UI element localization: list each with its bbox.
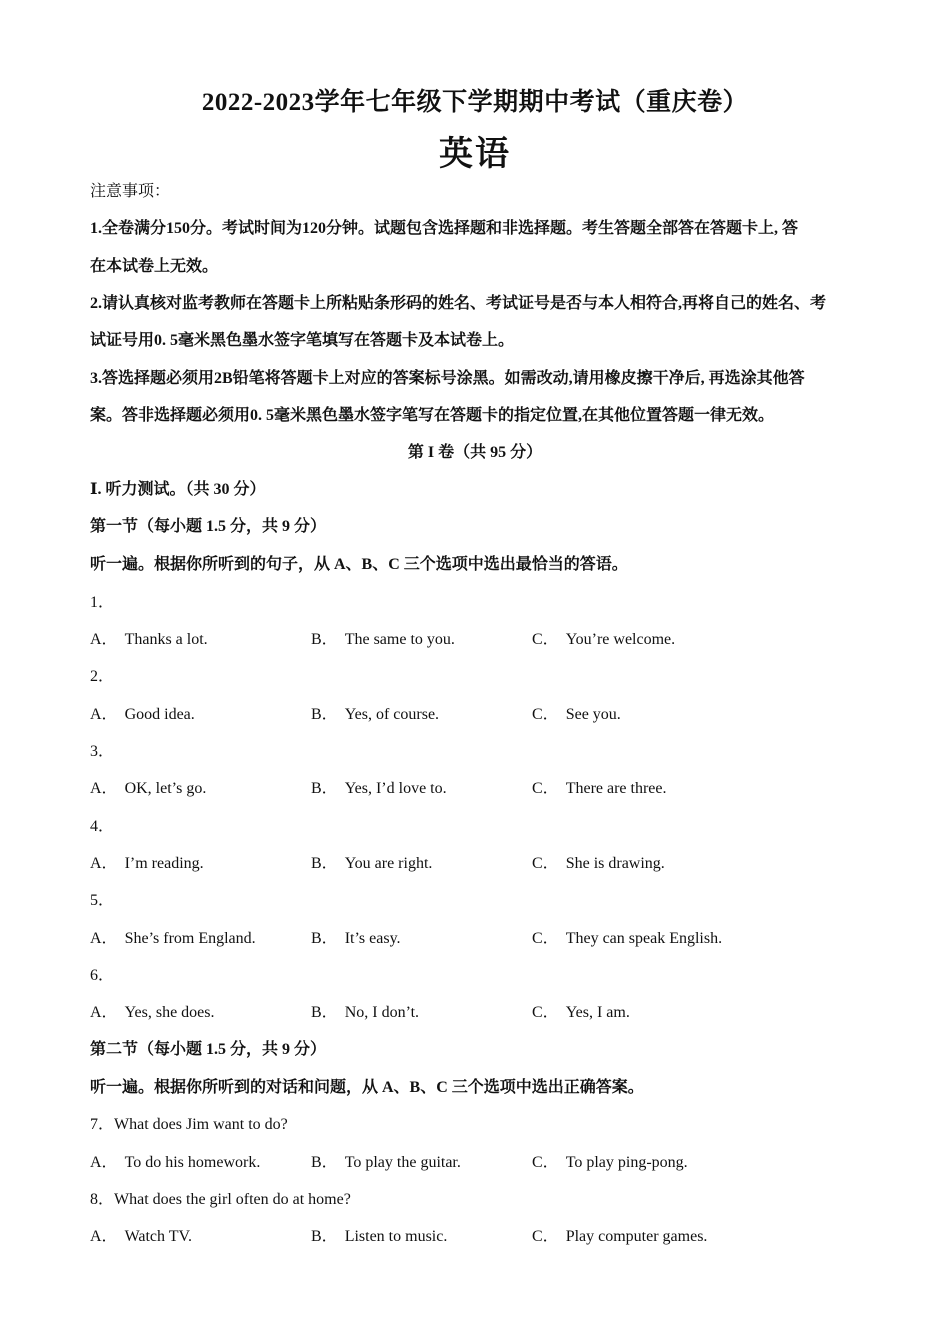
section-2-heading: 第二节（每小题 1.5 分，共 9 分） bbox=[90, 1041, 327, 1058]
option-b: B． Listen to music. bbox=[311, 1228, 448, 1245]
option-b: B． You are right. bbox=[311, 855, 433, 872]
option-c: C． To play ping-pong. bbox=[532, 1154, 688, 1171]
question-7 bbox=[90, 1114, 870, 1136]
option-c: C． See you. bbox=[532, 706, 621, 723]
exam-title: 2022-2023学年七年级下学期期中考试（重庆卷） bbox=[201, 89, 749, 116]
part-heading: Ⅰ. 听力测试。（共 30 分） bbox=[90, 481, 266, 498]
option-b: B． Yes, of course. bbox=[311, 706, 440, 723]
notes-heading: 注意事项： bbox=[90, 183, 171, 200]
option-a: A． Good idea. bbox=[90, 706, 195, 723]
option-a: A． Thanks a lot. bbox=[90, 631, 208, 648]
section-1-instruction: 听一遍。根据你所听到的句子，从 A、B、C 三个选项中选出最恰当的答语。 bbox=[90, 556, 628, 573]
subject-title: 英语 bbox=[439, 136, 511, 173]
question-8 bbox=[90, 1189, 870, 1211]
note-3-line-1: 3.答选择题必须用2B铅笔将答题卡上对应的答案标号涂黑。如需改动,请用橡皮擦干净后, 再选涂其他答 bbox=[90, 370, 805, 387]
option-a: A． To do his homework. bbox=[90, 1154, 261, 1171]
note-3-line-2: 案。答非选择题必须用0. 5毫米黑色墨水签字笔写在答题卡的指定位置,在其他位置答题一律无效。 bbox=[90, 407, 775, 424]
option-b: B． To play the guitar. bbox=[311, 1154, 461, 1171]
option-a: A． Yes, she does. bbox=[90, 1004, 215, 1021]
question-number: 5． bbox=[90, 892, 115, 909]
option-b: B． Yes, I’d love to. bbox=[311, 780, 447, 797]
option-c: C． You’re welcome. bbox=[532, 631, 676, 648]
note-1-line-2: 在本试卷上无效。 bbox=[90, 258, 219, 275]
option-b: B． It’s easy. bbox=[311, 930, 401, 947]
option-c: C． They can speak English. bbox=[532, 930, 723, 947]
question-number: 4． bbox=[90, 818, 115, 835]
section-1-heading: 第一节（每小题 1.5 分，共 9 分） bbox=[90, 518, 327, 535]
question-number: 6． bbox=[90, 967, 115, 984]
option-a: A． She’s from England. bbox=[90, 930, 256, 947]
note-2-line-1: 2.请认真核对监考教师在答题卡上所粘贴条形码的姓名、考试证号是否与本人相符合,再将自己的姓名、考 bbox=[90, 295, 827, 312]
option-c: C． Play computer games. bbox=[532, 1228, 708, 1245]
note-1-line-1: 1.全卷满分150分。考试时间为120分钟。试题包含选择题和非选择题。考生答题全部答在答题卡上, 答 bbox=[90, 220, 799, 237]
volume-heading: 第 I 卷（共 95 分） bbox=[407, 444, 543, 461]
option-a: A． OK, let’s go. bbox=[90, 780, 207, 797]
question-text: What does the girl often do at home? bbox=[114, 1191, 351, 1208]
option-a: A． I’m reading. bbox=[90, 855, 204, 872]
option-c: C． Yes, I am. bbox=[532, 1004, 630, 1021]
option-b: B． The same to you. bbox=[311, 631, 455, 648]
note-2-line-2: 试证号用0. 5毫米黑色墨水签字笔填写在答题卡及本试卷上。 bbox=[90, 332, 515, 349]
option-c: C． There are three. bbox=[532, 780, 667, 797]
question-number: 7． bbox=[90, 1116, 115, 1133]
section-2-instruction: 听一遍。根据你所听到的对话和问题，从 A、B、C 三个选项中选出正确答案。 bbox=[90, 1079, 644, 1096]
option-c: C． She is drawing. bbox=[532, 855, 665, 872]
question-number: 8． bbox=[90, 1191, 115, 1208]
question-text: What does Jim want to do? bbox=[114, 1116, 288, 1133]
question-number: 2． bbox=[90, 668, 115, 685]
question-number: 1． bbox=[90, 594, 115, 611]
option-a: A． Watch TV. bbox=[90, 1228, 193, 1245]
question-number: 3． bbox=[90, 743, 115, 760]
option-b: B． No, I don’t. bbox=[311, 1004, 420, 1021]
